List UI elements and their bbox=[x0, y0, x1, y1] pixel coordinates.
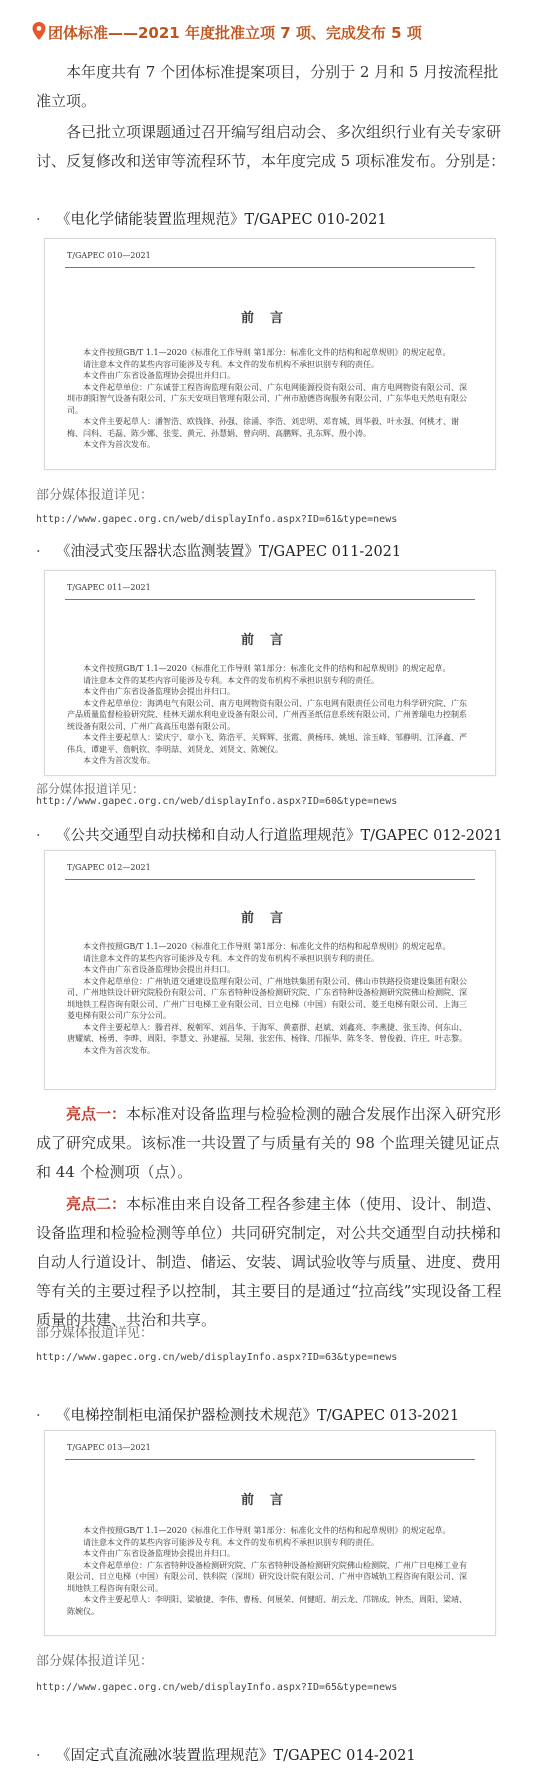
doc-title: 前言 bbox=[240, 633, 299, 648]
location-pin-icon bbox=[32, 22, 46, 40]
doc-code: T/GAPEC 012—2021 bbox=[67, 863, 151, 872]
document-preview bbox=[44, 570, 496, 776]
doc-code: T/GAPEC 011—2021 bbox=[67, 583, 151, 592]
doc-code: T/GAPEC 010—2021 bbox=[67, 251, 151, 260]
intro-paragraph: 本年度共有 7 个团体标准提案项目，分别于 2 月和 5 月按流程批准立项。 bbox=[36, 63, 499, 110]
document-preview bbox=[44, 850, 496, 1090]
highlight-paragraph: 亮点一：本标准对设备监理与检验检测的融合发展作出深入研究形成了研究成果。该标准一共设置了与质量有关的 98 个监理关键见证点和 44 个检测项（点）。 bbox=[36, 1105, 502, 1181]
media-report-link[interactable]: http://www.gapec.org.cn/web/displayInfo.aspx?ID=60&type=news bbox=[36, 796, 398, 807]
section-heading: 团体标准——2021 年度批准立项 7 项、完成发布 5 项 bbox=[48, 24, 422, 42]
standard-item-heading: · 《公共交通型自动扶梯和自动人行道监理规范》T/GAPEC 012-2021 bbox=[36, 828, 503, 844]
doc-title: 前言 bbox=[240, 911, 299, 926]
highlight-paragraph: 亮点二：本标准由来自设备工程各参建主体（使用、设计、制造、设备监理和检验检测等单位）共同研究制定，对公共交通型自动扶梯和自动人行道设计、制造、储运、安装、调试验收等与质量、进度、费用等有关的主要过程予以控制，其主要目的是通过“拉高线”实现设备工程质量的共建、共治和共享。 bbox=[36, 1195, 502, 1329]
divider bbox=[65, 1459, 475, 1460]
standard-item-heading: · 《电化学储能装置监理规范》T/GAPEC 010-2021 bbox=[36, 212, 387, 228]
media-report-label: 部分媒体报道详见： bbox=[36, 782, 145, 796]
standard-item-heading: · 《油浸式变压器状态监测装置》T/GAPEC 011-2021 bbox=[36, 544, 402, 560]
divider bbox=[65, 599, 475, 600]
doc-body: 本文件按照GB/T 1.1—2020《标准化工作导则 第1部分：标准化文件的结构和起草规则》的规定起草。 请注意本文件的某些内容可能涉及专利。本文件的发布机构不承担识别专利的责任。 本文件由广东省设备监理协会提出并归口。 本文件起草单位：海鸿电气有限公司、南方电网物资有限公司、广东电网有限责任公司电力科学研究院、广东产品质量监督检验研究院、桂林天湖水利电业设备有限公司、广州西圣纸信息系统有限公司、广州普瑞电力控制系统设备有限公司、广州广高高压电器有限公司。 本文件主要起草人：梁庆宁、章小飞、陈浩平、关辉辉、张霞、黄杨玮、姚旭、涂玉峰、邹静明、江泽鑫、严伟兵、谭建平、詹帆钦、李明喆、刘贤龙、刘贤文、陈婉仪。 本文件为首次发布。 bbox=[67, 664, 467, 765]
document-preview bbox=[44, 238, 496, 470]
standard-item-heading: · 《固定式直流融冰装置监理规范》T/GAPEC 014-2021 bbox=[36, 1748, 416, 1764]
doc-title: 前言 bbox=[240, 1493, 299, 1508]
media-report-label: 部分媒体报道详见： bbox=[36, 1326, 154, 1341]
document-preview bbox=[44, 1430, 496, 1636]
media-report-link[interactable]: http://www.gapec.org.cn/web/displayInfo.aspx?ID=61&type=news bbox=[36, 514, 398, 525]
divider bbox=[65, 879, 475, 880]
divider bbox=[65, 267, 475, 268]
doc-code: T/GAPEC 013—2021 bbox=[67, 1443, 151, 1452]
doc-body: 本文件按照GB/T 1.1—2020《标准化工作导则 第1部分：标准化文件的结构和起草规则》的规定起草。 请注意本文件的某些内容可能涉及专利。本文件的发布机构不承担识别专利的责任。 本文件由广东省设备监理协会提出并归口。 本文件起草单位：广东诚誉工程咨询监理有限公司、广东电网能源投资有限公司、南方电网物资有限公司、深圳市朗阳智气设备有限公司、广东天安项目管理有限公司、广州市励德咨询服务有限公司、广东华电天然电有限公司。 本文件主要起草人：潘智浩、欧钱锋、孙强、徐涌、李浩、刘忠明、邓育城、周华毅、叶永强、何桃才、谢梅、闫科、毛磊、陈少娜、张雯、黄元、孙慧娟、曾向明、高鹏辉、孔东辉、殷小涛。 本文件为首次发布。 bbox=[67, 348, 467, 449]
doc-title: 前言 bbox=[240, 311, 299, 326]
intro-paragraph: 各已批立项课题通过召开编写组启动会、多次组织行业有关专家研讨、反复修改和送审等流程环节，本年度完成 5 项标准发布。分别是： bbox=[36, 123, 506, 170]
doc-body: 本文件按照GB/T 1.1—2020《标准化工作导则 第1部分：标准化文件的结构和起草规则》的规定起草。 请注意本文件的某些内容可能涉及专利。本文件的发布机构不承担识别专利的责任。 本文件由广东省设备监理协会提出并归口。 本文件起草单位：广州轨道交通建设监理有限公司、广州地铁集团有限公司、佛山市铁路投资建设集团有限公司、广州地铁设计研究院股份有限公司、广东省特种设备检测研究院、广东省特种设备检测研究院佛山检测院、深圳地铁工程咨询有限公司、广州广日电梯工业有限公司、日立电梯（中国）有限公司、菱王电梯有限公司、上海三菱电梯有限公司广东分公司。 本文件主要起草人：滕君祥、税朝军、刘昌华、于海军、黄嘉群、赵斌、刘鑫亮、李燕捷、张玉涛、何东山、唐耀斌、杨勇、李晔、周阳、李慧文、孙建福、吴翔、张宏伟、杨锋、邝振华、陈冬冬、曾俊毅、许庄、叶志黎。 本文件为首次发布。 bbox=[67, 942, 467, 1055]
media-report-link[interactable]: http://www.gapec.org.cn/web/displayInfo.aspx?ID=63&type=news bbox=[36, 1352, 398, 1363]
doc-body: 本文件按照GB/T 1.1—2020《标准化工作导则 第1部分：标准化文件的结构和起草规则》的规定起草。 请注意本文件的某些内容可能涉及专利。本文件的发布机构不承担识别专利的责任。 本文件由广东省设备监理协会提出并归口。 本文件起草单位：广东省特种设备检测研究院、广东省特种设备检测研究院佛山检测院、广州广日电梯工业有限公司、日立电梯（中国）有限公司、铁科院（深圳）研究设计院有限公司、广州中咨城轨工程咨询有限公司、深圳地铁工程咨询有限公司。 本文件主要起草人：李明阳、梁敏捷、李伟、曹杨、何展荣、何健昭、胡云龙、邝锦成、钟杰、周阳、梁靖、陈婉仪。 bbox=[67, 1526, 467, 1616]
media-report-label: 部分媒体报道详见： bbox=[36, 1654, 154, 1669]
media-report-label: 部分媒体报道详见： bbox=[36, 488, 154, 503]
standard-item-heading: · 《电梯控制柜电涌保护器检测技术规范》T/GAPEC 013-2021 bbox=[36, 1408, 460, 1424]
media-report-link[interactable]: http://www.gapec.org.cn/web/displayInfo.aspx?ID=65&type=news bbox=[36, 1682, 398, 1693]
